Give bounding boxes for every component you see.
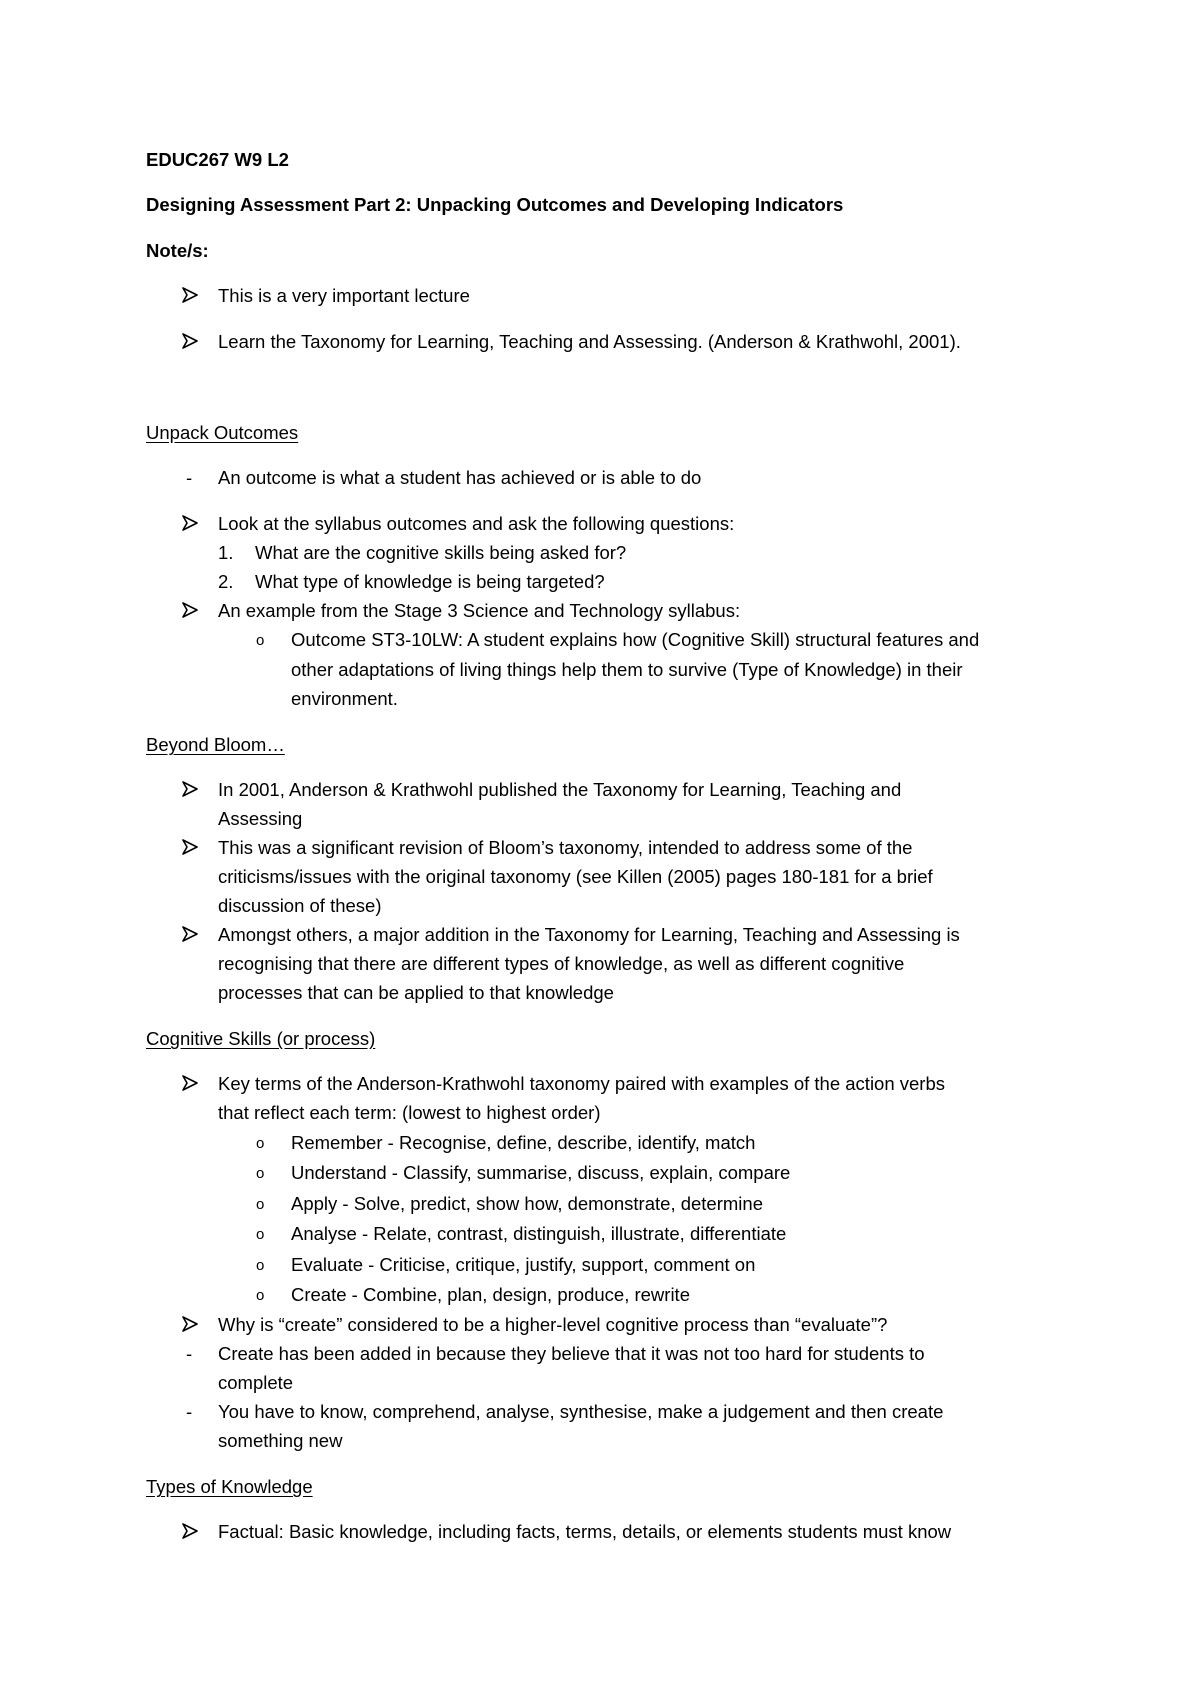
hollow-circle-bullet-icon: o xyxy=(256,1257,265,1274)
arrowhead-bullet-icon xyxy=(182,839,198,855)
taxonomy-term: Remember - Recognise, define, describe, identify, match xyxy=(291,1132,756,1153)
list-item-continued: processes that can be applied to that knowledge xyxy=(218,982,614,1003)
hollow-circle-bullet-icon: o xyxy=(256,1226,265,1243)
arrowhead-bullet-icon xyxy=(182,781,198,797)
taxonomy-term: Evaluate - Criticise, critique, justify, support, comment on xyxy=(291,1254,756,1275)
course-code: EDUC267 W9 L2 xyxy=(146,149,289,170)
section-heading-beyond-bloom: Beyond Bloom… xyxy=(146,734,285,755)
question-number: 1. xyxy=(218,542,234,563)
question-item: What type of knowledge is being targeted? xyxy=(255,571,605,592)
arrowhead-bullet-icon xyxy=(182,926,198,942)
list-item: An outcome is what a student has achieved or is able to do xyxy=(218,467,702,488)
arrowhead-bullet-icon xyxy=(182,1523,198,1539)
hollow-circle-bullet-icon: o xyxy=(256,1287,265,1304)
hollow-circle-bullet-icon: o xyxy=(256,1135,265,1152)
hollow-circle-bullet-icon: o xyxy=(256,1165,265,1182)
notes-label: Note/s: xyxy=(146,240,209,261)
question-number: 2. xyxy=(218,571,234,592)
list-item: You have to know, comprehend, analyse, synthesise, make a judgement and then create xyxy=(218,1401,944,1422)
example-line: Outcome ST3-10LW: A student explains how (Cognitive Skill) structural features and xyxy=(291,629,980,650)
arrowhead-bullet-icon xyxy=(182,1075,198,1091)
arrowhead-bullet-icon xyxy=(182,602,198,618)
list-item-continued: complete xyxy=(218,1372,294,1393)
dash-bullet: - xyxy=(186,1401,193,1422)
list-item: Create has been added in because they believe that it was not too hard for students to xyxy=(218,1343,925,1364)
example-line: other adaptations of living things help them to survive (Type of Knowledge) in their xyxy=(291,659,963,680)
arrowhead-bullet-icon xyxy=(182,515,198,531)
section-heading-unpack-outcomes: Unpack Outcomes xyxy=(146,422,299,443)
dash-bullet: - xyxy=(186,467,193,488)
list-item-continued: discussion of these) xyxy=(218,895,382,916)
example-line: environment. xyxy=(291,688,398,709)
section-heading-types-of-knowledge: Types of Knowledge xyxy=(146,1476,313,1497)
list-item: Amongst others, a major addition in the Taxonomy for Learning, Teaching and Assessing is xyxy=(218,924,960,945)
arrowhead-bullet-icon xyxy=(182,333,198,349)
list-item: This was a significant revision of Bloom’s taxonomy, intended to address some of the xyxy=(218,837,913,858)
list-item: In 2001, Anderson & Krathwohl published the Taxonomy for Learning, Teaching and xyxy=(218,779,902,800)
hollow-circle-bullet-icon: o xyxy=(256,632,265,649)
hollow-circle-bullet-icon: o xyxy=(256,1196,265,1213)
list-item-continued: something new xyxy=(218,1430,343,1451)
list-item: Key terms of the Anderson-Krathwohl taxonomy paired with examples of the action verbs xyxy=(218,1073,946,1094)
taxonomy-term: Create - Combine, plan, design, produce, rewrite xyxy=(291,1284,690,1305)
note-item: This is a very important lecture xyxy=(218,285,470,306)
taxonomy-term: Understand - Classify, summarise, discuss, explain, compare xyxy=(291,1162,791,1183)
document-title: Designing Assessment Part 2: Unpacking Outcomes and Developing Indicators xyxy=(146,194,844,215)
list-item: Factual: Basic knowledge, including facts, terms, details, or elements students must know xyxy=(218,1521,952,1542)
question-item: What are the cognitive skills being asked for? xyxy=(255,542,627,563)
taxonomy-term: Analyse - Relate, contrast, distinguish, illustrate, differentiate xyxy=(291,1223,787,1244)
arrowhead-bullet-icon xyxy=(182,1316,198,1332)
dash-bullet: - xyxy=(186,1343,193,1364)
list-item-continued: recognising that there are different types of knowledge, as well as different cognitive xyxy=(218,953,905,974)
list-item-continued: Assessing xyxy=(218,808,303,829)
note-item: Learn the Taxonomy for Learning, Teaching and Assessing. (Anderson & Krathwohl, 2001). xyxy=(218,331,961,352)
list-item-continued: that reflect each term: (lowest to highest order) xyxy=(218,1102,601,1123)
section-heading-cognitive-skills: Cognitive Skills (or process) xyxy=(146,1028,376,1049)
taxonomy-term: Apply - Solve, predict, show how, demonstrate, determine xyxy=(291,1193,763,1214)
list-item: Look at the syllabus outcomes and ask the following questions: xyxy=(218,513,735,534)
list-item-continued: criticisms/issues with the original taxonomy (see Killen (2005) pages 180-181 for a brief xyxy=(218,866,933,887)
list-item: Why is “create” considered to be a higher-level cognitive process than “evaluate”? xyxy=(218,1314,888,1335)
arrowhead-bullet-icon xyxy=(182,287,198,303)
list-item: An example from the Stage 3 Science and Technology syllabus: xyxy=(218,600,741,621)
